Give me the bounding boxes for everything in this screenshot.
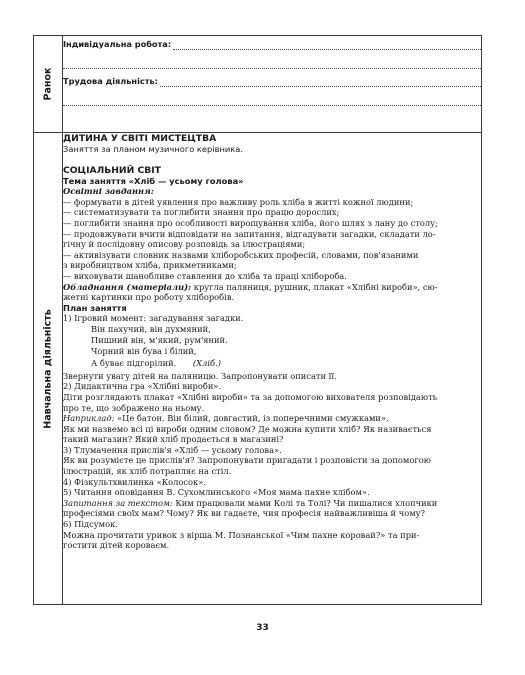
schedule-table <box>33 35 482 605</box>
equipment-line <box>63 282 481 293</box>
topic-line <box>63 176 481 187</box>
plan-step-3: 3) Тлумачення прислів'я «Хліб — усьому голова». <box>63 444 282 455</box>
example-label: Наприклад: <box>63 413 115 424</box>
art-section-title: ДИТИНА У СВІТІ МИСТЕЦТВА <box>63 133 217 144</box>
task-line: — продовжувати вчити відповідати на запитання, відгадувати загадки, складати ло- <box>63 228 436 239</box>
plan-step-1: 1) Ігровий момент: загадування загадки. <box>63 313 244 324</box>
social-section-title: СОЦІАЛЬНИЙ СВІТ <box>63 164 161 176</box>
task-line: з виробництвом хліба, прикметниками; <box>63 260 237 271</box>
poem-line: Чорний він бува і білий, <box>91 346 197 357</box>
text-questions-line <box>63 498 481 509</box>
task-line: гічну й послідовну описову розповідь за ілюстраціями; <box>63 239 306 250</box>
page-number: 33 <box>256 623 269 633</box>
topic-label: Тема заняття <box>63 175 126 186</box>
equipment-text: кругла паляниця, рушник, плакат «Хлібні вироби», сю- <box>193 281 438 292</box>
labor-activity-label: Трудова діяльність: <box>63 76 158 87</box>
morning-row <box>34 36 482 133</box>
learning-row <box>34 133 482 605</box>
text-questions-line-2: професіями своїх мам? Чому? Як ви гадаєте, чия професія найважливіша й чому? <box>63 508 425 519</box>
task-line: — систематизувати та поглибити знання про працю дорослих; <box>63 207 340 218</box>
tasks-label: Освітні завдання: <box>63 186 154 197</box>
dotted-line <box>173 40 481 50</box>
learning-side-cell <box>34 133 63 605</box>
plan-step-2: 2) Дидактична гра «Хлібні вироби». <box>63 381 222 392</box>
questions-line: такий магазин? Який хліб продається в магазині? <box>63 434 284 445</box>
morning-content <box>63 36 482 133</box>
poem-line-last <box>91 358 481 369</box>
final-text: гостити дітей короваєм. <box>63 540 170 551</box>
step3-text: ілюстрацій, як хліб потрапляє на стіл. <box>63 466 232 477</box>
plan-step-5: 5) Читання оповідання В. Сухомлинського «Моя мама пахне хлібом». <box>63 487 370 498</box>
task-line: — поглибити знання про особливості вирощування хліба, його шлях з лану до столу; <box>63 217 438 228</box>
task-line: — формувати в дітей уявлення про важливу роль хліба в житті кожної людини; <box>63 196 414 207</box>
questions-line: Як ми назвемо всі ці вироби одним словом? Де можна купити хліб? Як називається <box>63 423 432 434</box>
plan-step-4: 4) Фізкультхвилинка «Колосок». <box>63 476 206 487</box>
labor-activity-row <box>63 69 481 87</box>
spacer <box>63 155 481 165</box>
plan-step-6: 6) Підсумок. <box>63 519 118 530</box>
individual-work-row <box>63 36 481 50</box>
poem-answer: (Хліб.) <box>192 357 221 368</box>
text-questions-label: Запитання за текстом: <box>63 497 173 508</box>
poem-last-text: А буває підгорілий. <box>91 357 177 368</box>
poem-line: Він пахучий, він духмяний, <box>91 323 211 334</box>
morning-side-cell <box>34 36 63 133</box>
task-line: — виховувати шанобливе ставлення до хліба та праці хлібороба. <box>63 270 347 281</box>
task-line: — активізувати словник назвами хліборобських професій, словами, пов'язаними <box>63 249 419 260</box>
dotted-line <box>160 77 481 87</box>
example-text: «Це батон. Він білий, довгастий, із поперечними смужками». <box>117 413 389 424</box>
step3-text: Як ви розумієте це прислів'я? Запропонувати пригадати і розповісти за допомогою <box>63 455 431 466</box>
individual-work-label: Індивідуальна робота: <box>63 39 172 50</box>
riddle-poem <box>63 324 481 369</box>
step2-text: Діти розглядають плакат «Хлібні вироби» та за допомогою вихователя розповідають <box>63 391 438 402</box>
morning-side-label: Ранок <box>42 67 54 101</box>
lesson-plan-page <box>33 35 482 605</box>
learning-side-label: Навчальна діяльність <box>42 308 54 429</box>
text-questions-text: Ким працювали мами Колі та Толі? Чи пишалися хлопчики <box>175 497 438 508</box>
example-line <box>63 413 481 424</box>
plan-title: План заняття <box>63 302 127 313</box>
step2-text: про те, що зображено на ньому. <box>63 402 205 413</box>
topic-value: «Хліб — усьому голова» <box>128 175 244 186</box>
after-poem-text: Звернути увагу дітей на паляницю. Запропонувати описати її. <box>63 370 337 381</box>
learning-content <box>63 133 482 605</box>
poem-line: Пишний він, м'який, рум'яний. <box>91 335 228 346</box>
equipment-line-2: жетні картинки про роботу хліборобів. <box>63 292 235 303</box>
final-text: Можна прочитати уривок з вірша М. Познанської «Чим пахне коровай?» та при- <box>63 529 420 540</box>
dotted-line <box>63 87 481 106</box>
dotted-line <box>63 50 481 69</box>
art-section-text: Заняття за планом музичного керівника. <box>63 144 244 154</box>
equipment-label: Обладнання (матеріали): <box>63 281 192 292</box>
